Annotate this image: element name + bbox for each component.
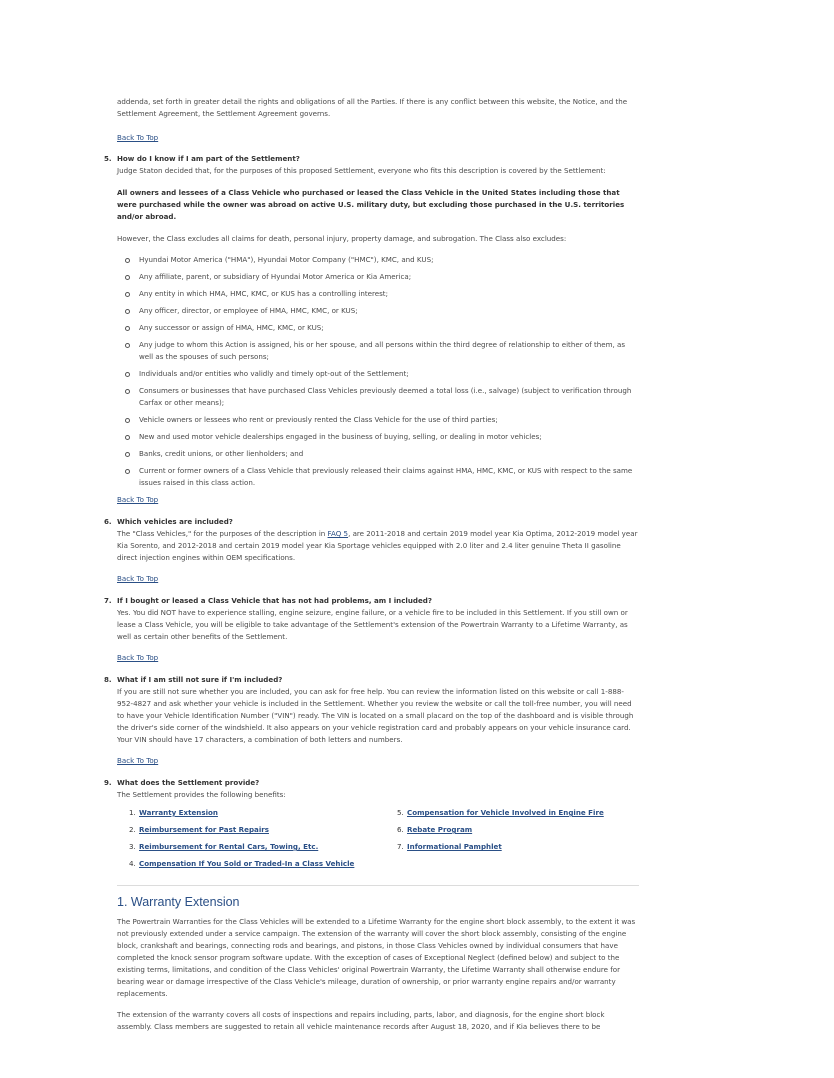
faq-5: [104, 153, 639, 489]
benefit-link[interactable]: Warranty Extension: [139, 808, 218, 817]
benefit-number: 7.: [397, 842, 404, 851]
benefit-link[interactable]: Compensation If You Sold or Traded-In a Class Vehicle: [139, 859, 355, 868]
benefit-number: 2.: [129, 825, 136, 834]
list-item: Vehicle owners or lessees who rent or previously rented the Class Vehicle for the use of third parties;: [139, 414, 639, 426]
list-item: Hyundai Motor America ("HMA"), Hyundai Motor Company ("HMC"), KMC, and KUS;: [139, 254, 639, 266]
list-item: Any entity in which HMA, HMC, KMC, or KUS has a controlling interest;: [139, 288, 639, 300]
list-item: Current or former owners of a Class Vehicle that previously released their claims against HMA, HMC, KMC, or KUS with respect to the same issues raised in this class action.: [139, 465, 639, 489]
faq-5-excludes-intro: However, the Class excludes all claims for death, personal injury, property damage, and subrogation. The Class also excludes:: [117, 234, 567, 243]
benefit-number: 4.: [129, 859, 136, 868]
faq-7-text: Yes. You did NOT have to experience stalling, engine seizure, engine failure, or a vehicle fire to be included in this Settlement. If you still own or lease a Class Vehicle, you will be eligible to take advantage of the Settlement's extension of the Powertrain Warranty to a Lifetime Warranty, as well as certain other benefits of the Settlement.: [117, 608, 628, 641]
benefit-item: [385, 841, 639, 853]
faq-6-number: 6.: [104, 517, 112, 526]
back-to-top-link[interactable]: Back To Top: [117, 653, 159, 662]
faq-6-text-end: , are 2011-2018 and certain 2019 model year Kia Optima, 2012-2019 model year Kia Sorento, and 2012-2018 and certain 2019 model year Kia Sportage vehicles equipped with 2.0 liter and 2.4 liter genuine Theta II gasoline direct injection engines within OEM specifications.: [117, 529, 638, 562]
intro-paragraph: addenda, set forth in greater detail the rights and obligations of all the Parties. If there is any conflict between this website, the Notice, and the Settlement Agreement, the Settlement Agreement governs.: [117, 97, 628, 118]
faq-7-title: If I bought or leased a Class Vehicle that has not had problems, am I included?: [117, 596, 432, 605]
faq-6-text: [117, 528, 639, 564]
list-item: New and used motor vehicle dealerships engaged in the business of buying, selling, or dealing in motor vehicles;: [139, 431, 639, 443]
back-to-top-link[interactable]: Back To Top: [117, 495, 159, 504]
benefit-item: [117, 841, 385, 853]
list-item: Individuals and/or entities who validly and timely opt-out of the Settlement;: [139, 368, 639, 380]
faq-9: [104, 777, 639, 875]
benefit-link[interactable]: Reimbursement for Past Repairs: [139, 825, 269, 834]
section-heading: 1. Warranty Extension: [117, 895, 240, 909]
benefit-item: [385, 824, 639, 836]
back-to-top-link[interactable]: Back To Top: [117, 756, 159, 765]
benefit-number: 3.: [129, 842, 136, 851]
faq-5-link[interactable]: FAQ 5: [327, 529, 349, 538]
benefits-list: [117, 807, 639, 875]
list-item: Any successor or assign of HMA, HMC, KMC, or KUS;: [139, 322, 639, 334]
faq-8-text: If you are still not sure whether you are included, you can ask for free help. You can review the information listed on this website or call 1-888-952-4827 and ask whether your vehicle is included in the Settlement. Whether you review the website or call the toll-free number, you will need to have your Vehicle Identification Number ("VIN") ready. The VIN is located on a small placard on the top of the dashboard and is visible through the driver's side corner of the windshield. It also appears on your vehicle registration card and probably appears on your vehicle insurance card. Your VIN should have 17 characters, a combination of both letters and numbers.: [117, 687, 634, 744]
exclusion-list: [117, 254, 639, 489]
faq-9-title: What does the Settlement provide?: [117, 778, 260, 787]
section-paragraph: The extension of the warranty covers all costs of inspections and repairs including, parts, labor, and diagnosis, for the engine short block assembly. Class members are suggested to retain all vehicle maintenance records after August 18, 2020, and if Kia believes there to be: [117, 1010, 605, 1031]
benefit-item: [117, 858, 385, 870]
faq-6: [104, 516, 639, 564]
document-page: [104, 96, 639, 1033]
faq-7: [104, 595, 639, 643]
faq-8-title: What if I am still not sure if I'm included?: [117, 675, 283, 684]
back-to-top-link[interactable]: Back To Top: [117, 133, 159, 142]
benefit-number: 1.: [129, 808, 136, 817]
faq-8-number: 8.: [104, 675, 112, 684]
benefit-number: 6.: [397, 825, 404, 834]
benefit-number: 5.: [397, 808, 404, 817]
section-paragraph: The Powertrain Warranties for the Class Vehicles will be extended to a Lifetime Warranty for the engine short block assembly, to the extent it was not previously extended under a service campaign. The extension of the warranty will cover the short block assembly, consisting of the engine block, crankshaft and bearings, connecting rods and bearings, and pistons, in those Class Vehicles owned by individual consumers that have completed the knock sensor program software update. With the exception of cases of Exceptional Neglect (defined below) and subject to the existing terms, limitations, and condition of the Class Vehicles' original Powertrain Warranty, the Lifetime Warranty shall otherwise endure for bearing wear or damage irrespective of the Class Vehicle's mileage, duration of ownership, or prior warranty engine repairs and/or warranty replacements.: [117, 917, 636, 998]
benefits-column-left: [117, 807, 385, 875]
faq-6-title: Which vehicles are included?: [117, 517, 233, 526]
list-item: Banks, credit unions, or other lienholders; and: [139, 448, 639, 460]
benefit-item: [117, 807, 385, 819]
faq-5-number: 5.: [104, 154, 112, 163]
faq-8: [104, 674, 639, 746]
benefit-link[interactable]: Reimbursement for Rental Cars, Towing, Etc.: [139, 842, 319, 851]
benefit-item: [385, 807, 639, 819]
faq-5-title: How do I know if I am part of the Settlement?: [117, 154, 300, 163]
faq-5-text: Judge Staton decided that, for the purposes of this proposed Settlement, everyone who fits this description is covered by the Settlement:: [117, 166, 606, 175]
faq-5-class-definition: All owners and lessees of a Class Vehicle who purchased or leased the Class Vehicle in the United States including those that were purchased while the owner was abroad on active U.S. military duty, but excluding those purchased in the U.S. territories and/or abroad.: [117, 188, 625, 221]
list-item: Any affiliate, parent, or subsidiary of Hyundai Motor America or Kia America;: [139, 271, 639, 283]
faq-7-number: 7.: [104, 596, 112, 605]
faq-9-text: The Settlement provides the following benefits:: [117, 790, 286, 799]
back-to-top-link[interactable]: Back To Top: [117, 574, 159, 583]
list-item: Any officer, director, or employee of HMA, HMC, KMC, or KUS;: [139, 305, 639, 317]
benefit-item: [117, 824, 385, 836]
benefit-link[interactable]: Compensation for Vehicle Involved in Engine Fire: [407, 808, 604, 817]
benefit-link[interactable]: Rebate Program: [407, 825, 473, 834]
benefits-column-right: [385, 807, 639, 875]
faq-6-text-start: The "Class Vehicles," for the purposes of the description in: [117, 529, 328, 538]
list-item: Consumers or businesses that have purchased Class Vehicles previously deemed a total loss (i.e., salvage) (subject to verification through Carfax or other means);: [139, 385, 639, 409]
section-divider: [117, 885, 639, 886]
benefit-link[interactable]: Informational Pamphlet: [407, 842, 502, 851]
faq-9-number: 9.: [104, 778, 112, 787]
list-item: Any judge to whom this Action is assigned, his or her spouse, and all persons within the third degree of relationship to either of them, as well as the spouses of such persons;: [139, 339, 639, 363]
